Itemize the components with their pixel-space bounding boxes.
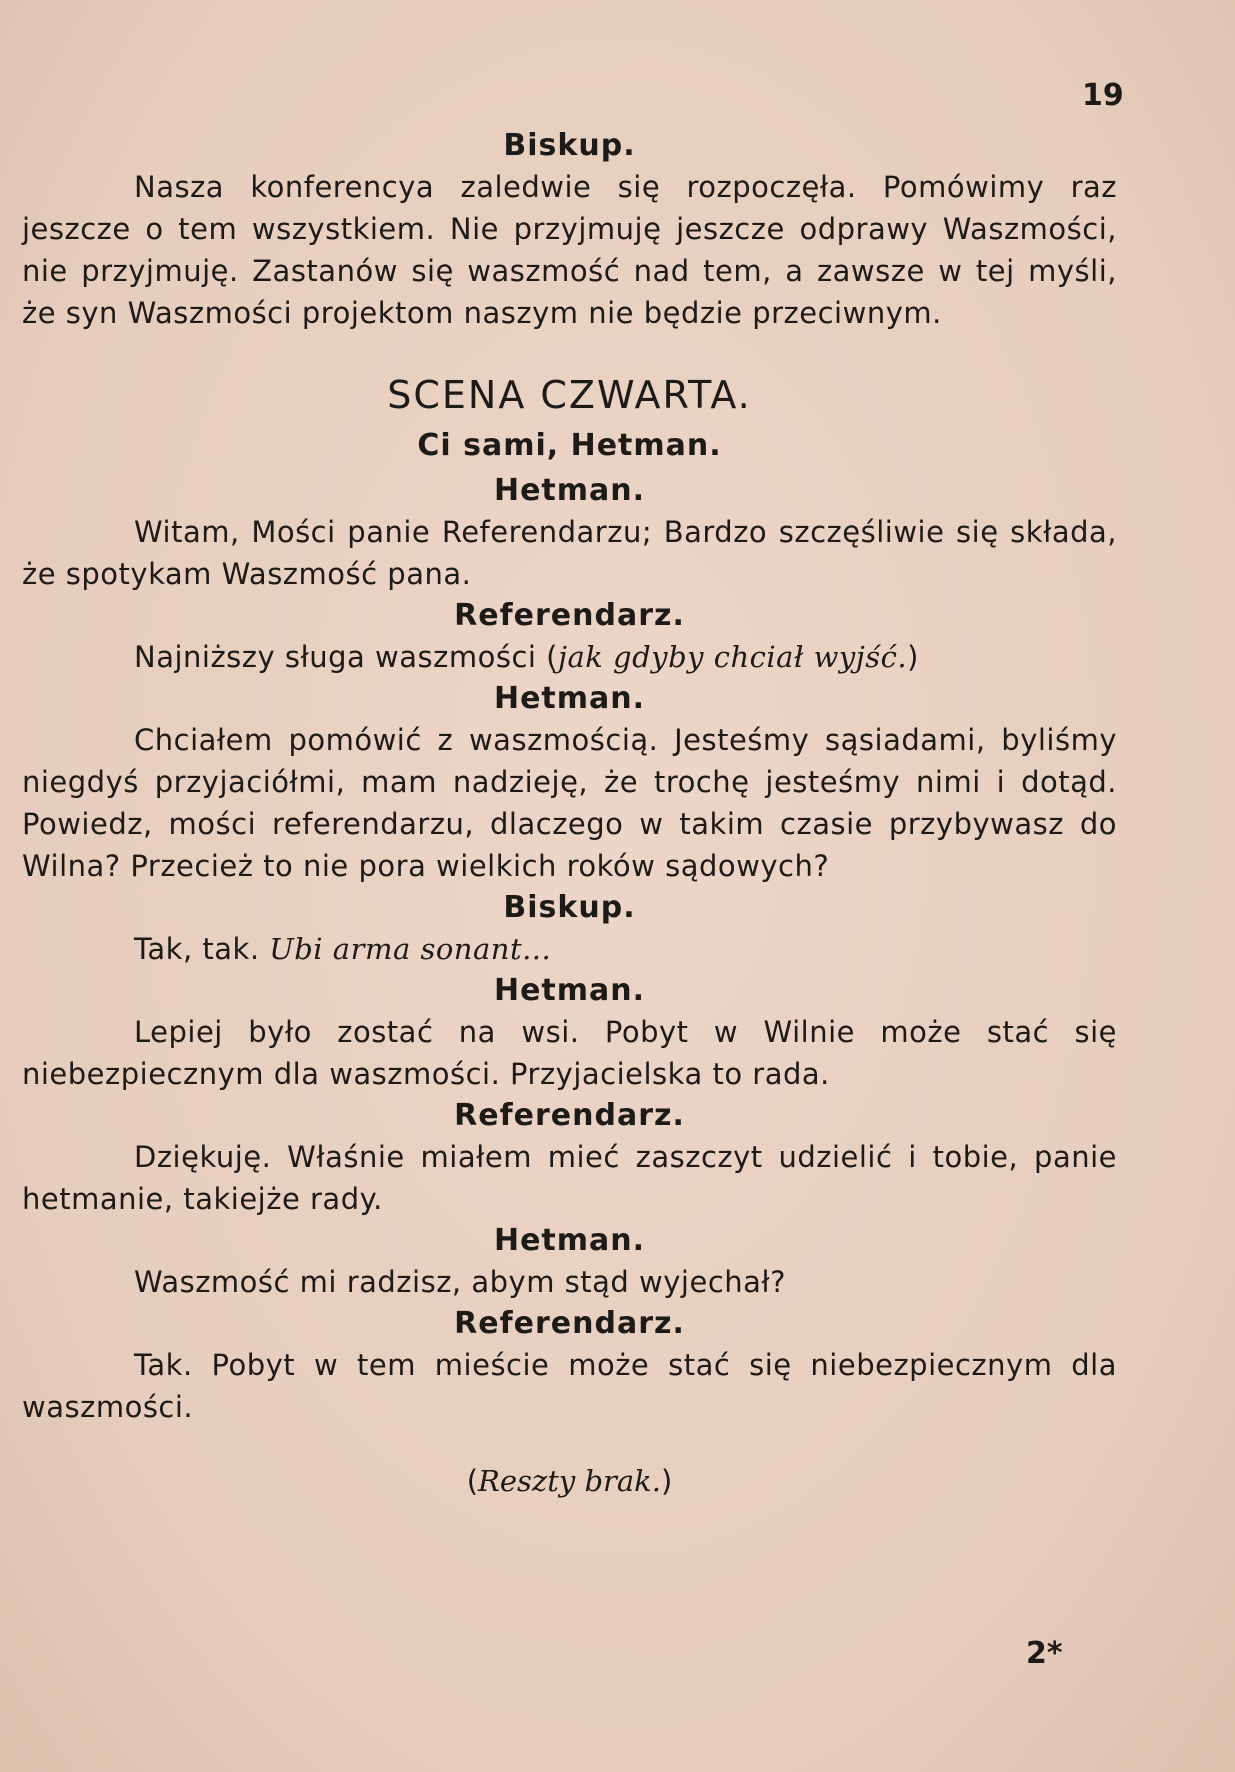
stage-direction: jak gdyby chciał wyjść. — [557, 640, 908, 674]
speaker-name: Referendarz. — [454, 598, 685, 633]
end-note-paren: ) — [660, 1464, 673, 1498]
speech-text-part: ) — [907, 640, 919, 674]
speaker-name: Biskup. — [503, 128, 636, 163]
speaker-name: Hetman. — [493, 973, 646, 1008]
speech-text: Chciałem pomówić z waszmością. Jesteśmy sąsiadami, byliśmy niegdyś przyjaciółmi, mam nadzieję, że trochę jesteśmy nimi i dotąd. Powiedz, mości referendarzu, dlaczego w takim czasie przybywasz do Wilna? Przecież to nie pora wielkich roków sądowych? — [22, 723, 1117, 883]
latin-quote: Ubi arma sonant... — [269, 932, 552, 966]
speech-text: Witam, Mości panie Referendarzu; Bardzo szczęśliwie się składa, że spotykam Waszmość pana. — [22, 515, 1117, 591]
speech-text-part: Tak, tak. — [134, 932, 270, 966]
speaker-name: Biskup. — [503, 890, 636, 925]
signature-mark: 2* — [1026, 1636, 1063, 1671]
page-content — [22, 125, 1117, 1531]
speech-text: Lepiej było zostać na wsi. Pobyt w Wilnie może stać się niebezpiecznym dla waszmości. Przyjacielska to rada. — [22, 1015, 1117, 1091]
speaker-name: Referendarz. — [454, 1306, 685, 1341]
end-note — [22, 1460, 1117, 1502]
speaker-name: Hetman. — [493, 1223, 646, 1258]
speech-text — [22, 636, 1117, 678]
speech-text: Waszmość mi radzisz, abym stąd wyjechał? — [134, 1265, 787, 1299]
speech-text: Dziękuję. Właśnie miałem mieć zaszczyt udzielić i tobie, panie hetmanie, takiejże rady. — [22, 1140, 1117, 1216]
speech-text-part: Najniższy sługa waszmości ( — [134, 640, 558, 674]
speech-text: Nasza konferencya zaledwie się rozpoczęła. Pomówimy raz jeszcze o tem wszystkiem. Nie przyjmuję jeszcze odprawy Waszmości, nie przyjmuję. Zastanów się waszmość nad tem, a zawsze w tej myśli, że syn Waszmości projektom naszym nie będzie przeciwnym. — [22, 170, 1117, 330]
speech-text: Tak. Pobyt w tem mieście może stać się niebezpiecznym dla waszmości. — [22, 1348, 1117, 1424]
end-note-paren: ( — [466, 1464, 479, 1498]
speaker-name: Referendarz. — [454, 1098, 685, 1133]
speaker-name: Hetman. — [493, 681, 646, 716]
speaker-name: Hetman. — [493, 473, 646, 508]
scene-cast: Ci sami, Hetman. — [417, 428, 722, 463]
scene-title: SCENA CZWARTA. — [387, 373, 752, 417]
end-note-text: Reszty brak. — [478, 1464, 661, 1498]
speech-text — [22, 928, 1117, 970]
page-number: 19 — [1082, 78, 1124, 113]
